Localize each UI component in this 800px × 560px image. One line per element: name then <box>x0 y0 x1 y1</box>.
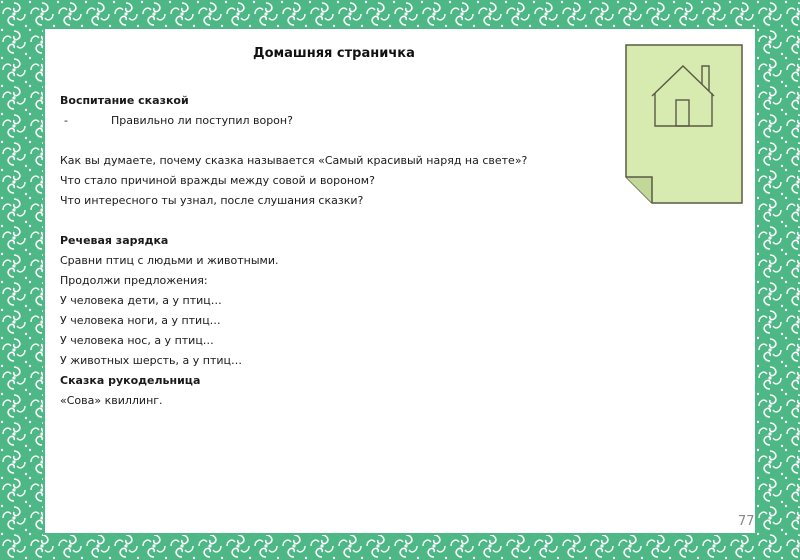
section-heading: Сказка рукодельница <box>60 374 201 387</box>
page-title: Домашняя страничка <box>253 46 415 61</box>
list-item <box>60 111 600 131</box>
text-line: Сравни птиц с людьми и животными. <box>60 254 279 267</box>
page-number: 77 <box>738 514 755 529</box>
text-line: У животных шерсть, а у птиц… <box>60 354 242 367</box>
list-item-text: Правильно ли поступил ворон? <box>111 114 293 127</box>
question-line: Как вы думаете, почему сказка называется «Самый красивый наряд на свете»? <box>60 154 528 167</box>
text-line: У человека дети, а у птиц… <box>60 294 222 307</box>
house-page-icon <box>625 44 743 204</box>
question-line: Что интересного ты узнал, после слушания сказки? <box>60 194 364 207</box>
text-line: «Сова» квиллинг. <box>60 394 163 407</box>
section-heading: Речевая зарядка <box>60 234 169 247</box>
spacer <box>60 211 600 231</box>
text-line: У человека ноги, а у птиц… <box>60 314 221 327</box>
question-line: Что стало причиной вражды между совой и вороном? <box>60 174 375 187</box>
section-heading: Воспитание сказкой <box>60 94 189 107</box>
text-line: Продолжи предложения: <box>60 274 208 287</box>
spacer <box>60 131 600 151</box>
dash-bullet: - <box>64 114 68 127</box>
slide-content <box>60 91 600 411</box>
text-line: У человека нос, а у птиц… <box>60 334 214 347</box>
